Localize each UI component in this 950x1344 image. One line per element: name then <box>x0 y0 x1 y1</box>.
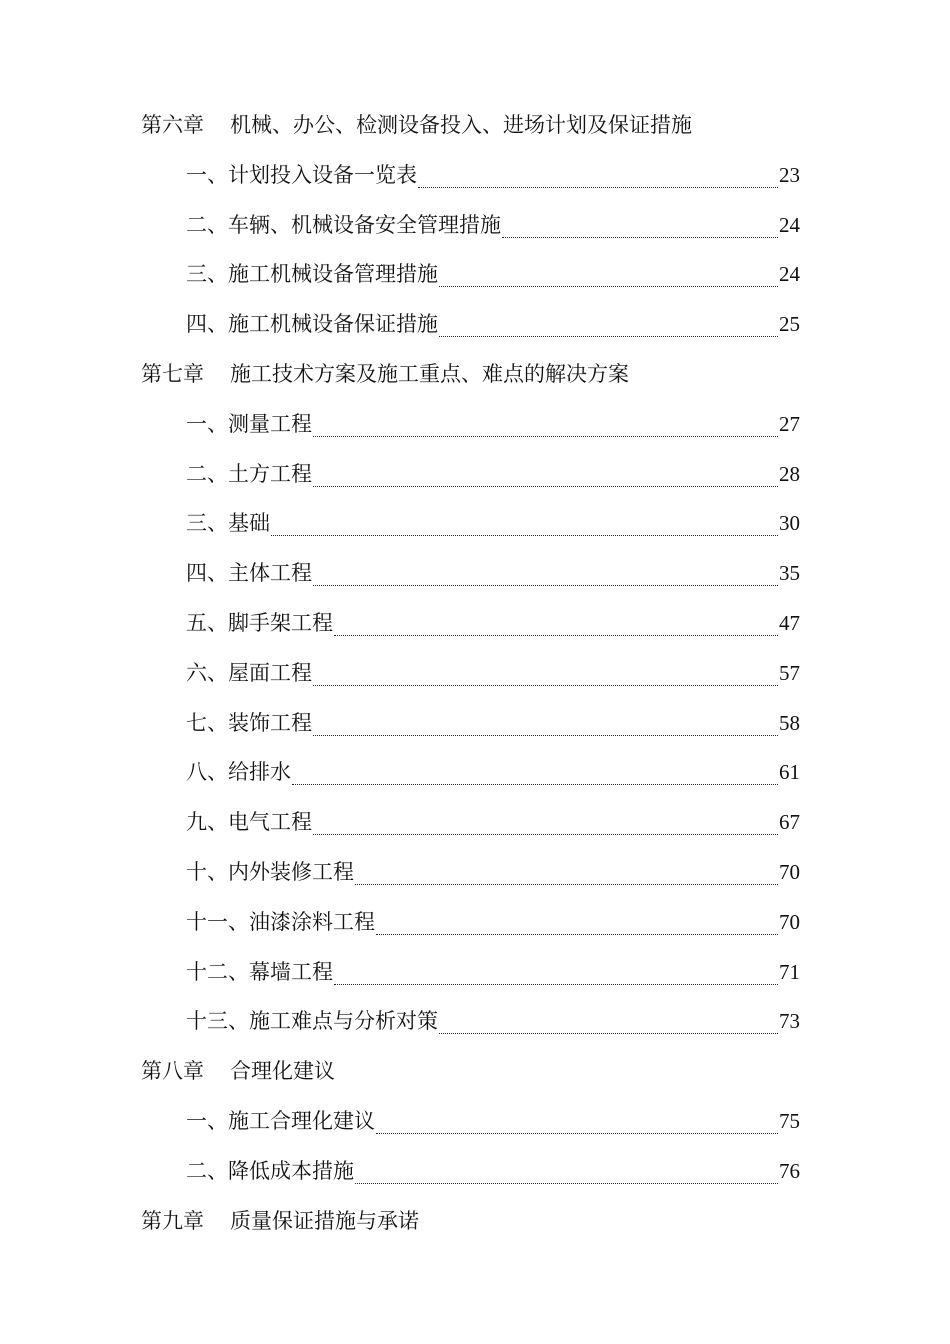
dot-leader <box>313 485 778 487</box>
toc-entry-title: 二、降低成本措施 <box>186 1158 354 1183</box>
toc-entry-title: 一、计划投入设备一览表 <box>186 162 417 187</box>
toc-entry-page: 73 <box>779 1009 800 1034</box>
dot-leader <box>355 1182 778 1184</box>
toc-entry-page: 70 <box>779 909 800 934</box>
toc-entry-title: 三、基础 <box>186 511 270 536</box>
toc-entry[interactable] <box>0 1147 800 1197</box>
toc-entry-page: 28 <box>779 461 800 486</box>
dot-leader <box>313 734 778 736</box>
toc-entry-page: 24 <box>779 212 800 237</box>
chapter-number: 第九章 <box>141 1208 204 1233</box>
toc-entry[interactable] <box>0 1097 800 1147</box>
toc-entry-page: 23 <box>779 162 800 187</box>
toc-entry-title: 七、装饰工程 <box>186 710 312 735</box>
dot-leader <box>439 285 778 287</box>
dot-leader <box>313 584 778 586</box>
toc-entry-page: 70 <box>779 859 800 884</box>
toc-entry-title: 五、脚手架工程 <box>186 610 333 635</box>
toc-entry[interactable] <box>0 599 800 649</box>
toc-entry[interactable] <box>0 201 800 251</box>
chapter-heading[interactable] <box>0 1197 950 1247</box>
dot-leader <box>313 435 778 437</box>
chapter-title: 合理化建议 <box>230 1059 335 1084</box>
toc-entry[interactable] <box>0 997 800 1047</box>
toc-entry-page: 76 <box>779 1158 800 1183</box>
toc-entry-page: 58 <box>779 710 800 735</box>
toc-entry-page: 35 <box>779 561 800 586</box>
dot-leader <box>334 983 778 985</box>
toc-entry-title: 四、主体工程 <box>186 561 312 586</box>
toc-entry-title: 一、施工合理化建议 <box>186 1108 375 1133</box>
toc-entry[interactable] <box>0 798 800 848</box>
toc-entry[interactable] <box>0 649 800 699</box>
dot-leader <box>376 933 778 935</box>
dot-leader <box>313 833 778 835</box>
chapter-number: 第七章 <box>141 361 204 386</box>
toc-entry[interactable] <box>0 499 800 549</box>
toc-entry-page: 61 <box>779 760 800 785</box>
toc-entry[interactable] <box>0 151 800 201</box>
dot-leader <box>355 883 778 885</box>
toc-entry-title: 六、屋面工程 <box>186 660 312 685</box>
toc-entry[interactable] <box>0 748 800 798</box>
toc-entry-title: 八、给排水 <box>186 760 291 785</box>
toc-entry-title: 二、土方工程 <box>186 461 312 486</box>
toc-entry-page: 30 <box>779 511 800 536</box>
toc-entry[interactable] <box>0 250 800 300</box>
toc-entry-title: 九、电气工程 <box>186 810 312 835</box>
toc-entry-page: 67 <box>779 810 800 835</box>
chapter-title: 质量保证措施与承诺 <box>230 1208 419 1233</box>
dot-leader <box>418 186 778 188</box>
dot-leader <box>376 1132 778 1134</box>
toc-entry[interactable] <box>0 400 800 450</box>
toc-entry-page: 25 <box>779 312 800 337</box>
chapter-number: 第八章 <box>141 1059 204 1084</box>
toc-entry[interactable] <box>0 848 800 898</box>
chapter-heading[interactable] <box>0 101 950 151</box>
toc-entry[interactable] <box>0 898 800 948</box>
chapter-number: 第六章 <box>141 113 204 137</box>
toc-entry-title: 十二、幕墙工程 <box>186 959 333 984</box>
toc-entry[interactable] <box>0 450 800 500</box>
dot-leader <box>292 783 778 785</box>
dot-leader <box>439 335 778 337</box>
dot-leader <box>439 1032 778 1034</box>
chapter-title: 施工技术方案及施工重点、难点的解决方案 <box>230 361 629 386</box>
chapter-title: 机械、办公、检测设备投入、进场计划及保证措施 <box>230 113 692 137</box>
toc-entry-title: 十一、油漆涂料工程 <box>186 909 375 934</box>
toc-entry-page: 24 <box>779 262 800 287</box>
toc-entry-page: 47 <box>779 610 800 635</box>
chapter-heading[interactable] <box>0 350 950 400</box>
toc-entry-page: 75 <box>779 1108 800 1133</box>
toc-entry-title: 三、施工机械设备管理措施 <box>186 262 438 287</box>
toc-entry-title: 四、施工机械设备保证措施 <box>186 312 438 337</box>
toc-entry[interactable] <box>0 699 800 749</box>
dot-leader <box>334 634 778 636</box>
dot-leader <box>271 534 778 536</box>
toc-entry[interactable] <box>0 300 800 350</box>
toc-entry[interactable] <box>0 549 800 599</box>
chapter-heading[interactable] <box>0 1047 950 1097</box>
toc-entry-title: 一、测量工程 <box>186 411 312 436</box>
table-of-contents <box>0 101 950 1246</box>
toc-entry[interactable] <box>0 948 800 998</box>
dot-leader <box>502 236 778 238</box>
toc-entry-page: 27 <box>779 411 800 436</box>
toc-entry-page: 71 <box>779 959 800 984</box>
toc-entry-title: 十、内外装修工程 <box>186 859 354 884</box>
dot-leader <box>313 684 778 686</box>
toc-entry-title: 二、车辆、机械设备安全管理措施 <box>186 212 501 237</box>
toc-entry-page: 57 <box>779 660 800 685</box>
toc-entry-title: 十三、施工难点与分析对策 <box>186 1009 438 1034</box>
